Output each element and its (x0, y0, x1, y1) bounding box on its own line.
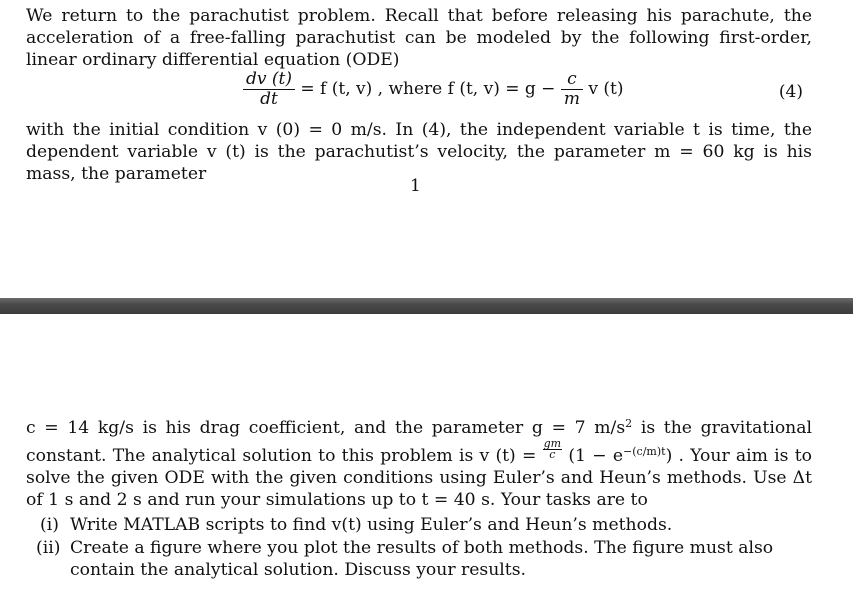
drag-denominator: m (563, 89, 580, 109)
solution-exponent: −(c/m)t (623, 445, 666, 458)
parameters-line-a: c = 14 kg/s is his drag coefficient, and the parameter g = 7 m/s (26, 418, 626, 438)
task-label: (ii) (36, 538, 61, 558)
solution-fraction (543, 439, 562, 460)
solution-numerator: gm (543, 437, 562, 450)
solution-denominator: c (549, 448, 556, 461)
task-label: (i) (40, 515, 59, 535)
equation-number: (4) (778, 82, 803, 102)
equation-body (243, 70, 623, 109)
drag-fraction (561, 70, 583, 109)
page-break-divider (0, 298, 853, 314)
task-text: Create a figure where you plot the results of both methods. The figure must also contain the analytical solution. Discuss your results. (70, 538, 774, 580)
parameters-line-b: is the gravitational constant. The analytical solution to this problem is v (t) = (26, 418, 812, 466)
drag-numerator: c (561, 70, 583, 90)
list-item (26, 537, 812, 581)
list-item (26, 514, 812, 536)
squared-exponent: 2 (625, 417, 633, 430)
derivative-denominator: dt (260, 89, 278, 109)
equation-middle: = f (t, v) , where f (t, v) = g − (300, 79, 556, 99)
page-number: 1 (410, 176, 421, 196)
intro-paragraph: We return to the parachutist problem. Recall that before releasing his parachute, the acceleration of a free-falling parachutist can be modeled by the following first-order, linear ordinary differential equation (ODE) (26, 6, 812, 70)
initial-condition-paragraph: with the initial condition v (0) = 0 m/s. In (4), the independent variable t is time, the dependent variable v (t) is the parachutist’s velocity, the parameter m = 60 kg is his mass, the parameter (26, 120, 812, 184)
parameters-paragraph (26, 417, 812, 511)
solution-part-a: (1 − e (562, 446, 624, 466)
solution-part-b: ) . Your aim is to solve the given ODE with the given conditions using Euler’s and Heun’s methods. Use Δt of 1 s and 2 s and run your simulations up to t = 40 s. Your tasks are to (26, 446, 812, 510)
equation-4 (0, 70, 853, 116)
task-text: Write MATLAB scripts to find v(t) using Euler’s and Heun’s methods. (70, 515, 673, 535)
equation-tail: v (t) (588, 79, 624, 99)
derivative-numerator: dv (t) (243, 70, 295, 90)
task-list (26, 514, 812, 582)
derivative-fraction (243, 70, 295, 109)
